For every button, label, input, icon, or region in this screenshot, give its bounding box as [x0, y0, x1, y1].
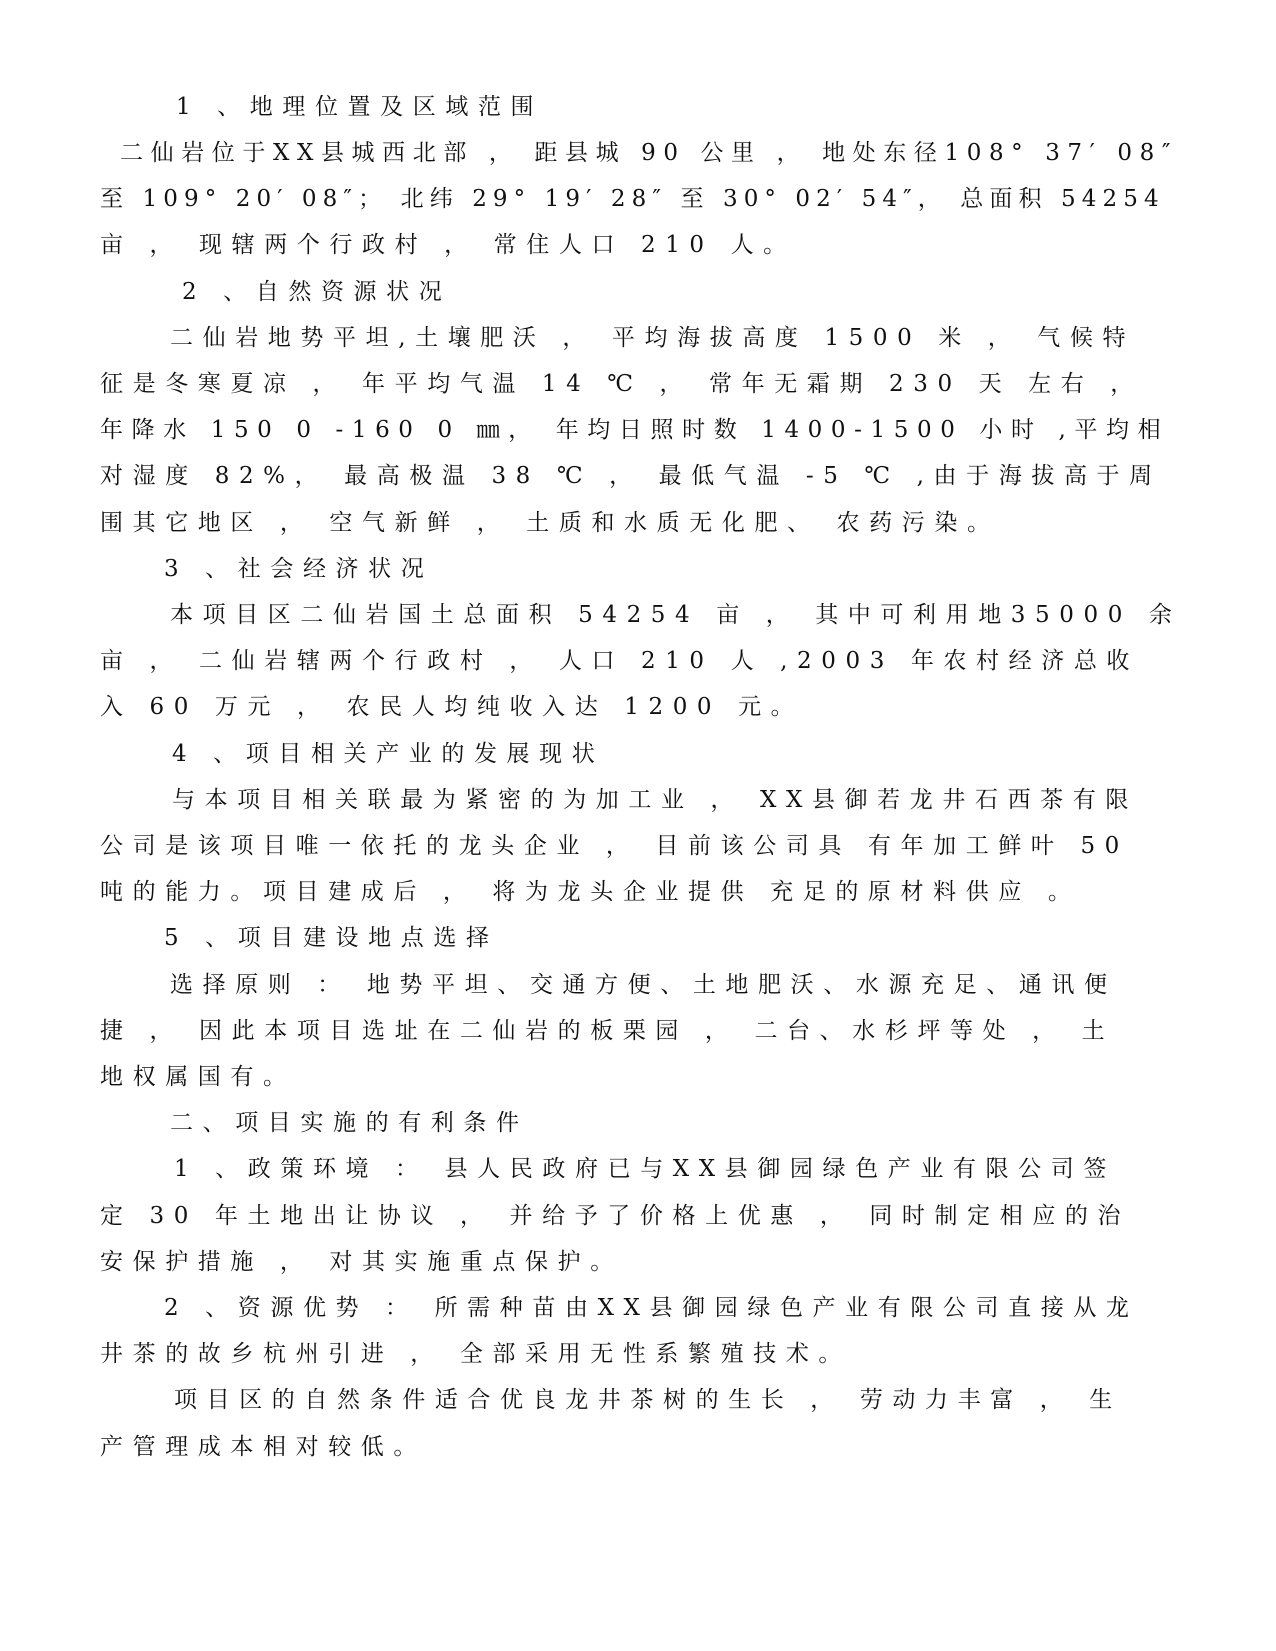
- paragraph-line: 选择原则 ： 地势平坦、交通方便、土地肥沃、水源充足、通讯便: [170, 972, 1117, 998]
- paragraph-line: 二仙岩位于XX县城西北部 ， 距县城 90 公里 ， 地处东径108° 37′ 08″: [120, 140, 1179, 166]
- paragraph-line: 井茶的故乡杭州引进 ， 全部采用无性系繁殖技术。: [100, 1341, 852, 1367]
- paragraph-line: 亩 ， 二仙岩辖两个行政村 ， 人口 210 人 ,2003 年农村经济总收: [100, 648, 1140, 674]
- paragraph-line: 1 、政策环境 ： 县人民政府已与XX县御园绿色产业有限公司签: [174, 1156, 1116, 1182]
- heading-socioeconomic: 3 、社会经济状况: [164, 556, 434, 582]
- paragraph-line: 项目区的自然条件适合优良龙井茶树的生长 ， 劳动力丰富 ， 生: [174, 1387, 1122, 1413]
- paragraph-line: 与本项目相关联最为紧密的为加工业 ， XX县御若龙井石西茶有限: [172, 787, 1138, 813]
- heading-related-industry: 4 、项目相关产业的发展现状: [172, 741, 605, 767]
- paragraph-line: 至 109° 20′ 08″； 北纬 29° 19′ 28″ 至 30° 02′ 54″， 总面积 54254: [100, 186, 1165, 212]
- paragraph-line: 吨的能力。项目建成后 ， 将为龙头企业提供 充足的原材料供应 。: [100, 879, 1081, 905]
- paragraph-line: 年降水 150 0 -160 0 ㎜， 年均日照时数 1400-1500 小时 ,平均相: [100, 417, 1170, 443]
- paragraph-line: 征是冬寒夏凉 ， 年平均气温 14 ℃ ， 常年无霜期 230 天 左右 ，: [100, 371, 1143, 397]
- paragraph-line: 2 、资源优势 ： 所需种苗由XX县御园绿色产业有限公司直接从龙: [164, 1295, 1139, 1321]
- paragraph-line: 围其它地区 ， 空气新鲜 ， 土质和水质无化肥、 农药污染。: [100, 510, 1000, 536]
- heading-favorable-conditions: 二、项目实施的有利条件: [170, 1110, 529, 1136]
- paragraph-line: 本项目区二仙岩国土总面积 54254 亩 ， 其中可利用地35000 余: [170, 602, 1182, 628]
- paragraph-line: 入 60 万元 ， 农民人均纯收入达 1200 元。: [100, 694, 804, 720]
- paragraph-line: 亩 ， 现辖两个行政村 ， 常住人口 210 人。: [100, 232, 796, 258]
- heading-geographic-location: 1 、地理位置及区域范围: [176, 94, 544, 120]
- paragraph-line: 对湿度 82%， 最高极温 38 ℃ ， 最低气温 -5 ℃ ,由于海拔高于周: [100, 463, 1162, 489]
- paragraph-line: 定 30 年土地出让协议 ， 并给予了价格上优惠 ， 同时制定相应的治: [100, 1203, 1131, 1229]
- paragraph-line: 捷 ， 因此本项目选址在二仙岩的板栗园 ， 二台、水杉坪等处 ， 土: [100, 1018, 1115, 1044]
- paragraph-line: 安保护措施 ， 对其实施重点保护。: [100, 1249, 623, 1275]
- paragraph-line: 二仙岩地势平坦,土壤肥沃 ， 平均海拔高度 1500 米 ， 气候特: [170, 325, 1136, 351]
- heading-natural-resources: 2 、自然资源状况: [182, 279, 452, 305]
- paragraph-line: 产管理成本相对较低。: [100, 1434, 426, 1460]
- paragraph-line: 公司是该项目唯一依托的龙头企业 ， 目前该公司具 有年加工鲜叶 50: [100, 833, 1129, 859]
- paragraph-line: 地权属国有。: [100, 1064, 296, 1090]
- heading-site-selection: 5 、项目建设地点选择: [164, 925, 499, 951]
